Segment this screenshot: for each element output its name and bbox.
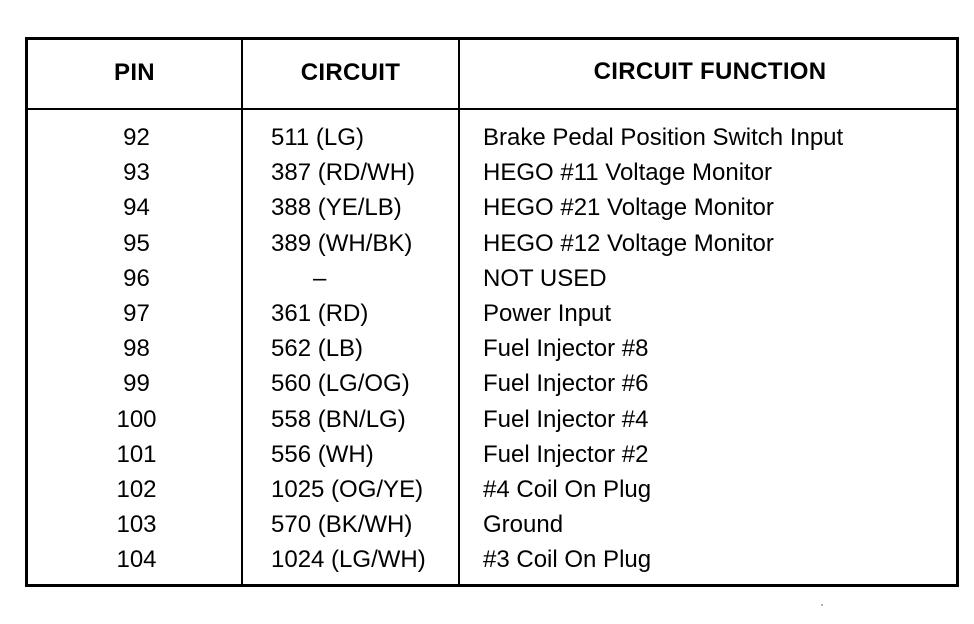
pin-cell: 93 <box>123 159 150 187</box>
table-row <box>28 475 956 510</box>
table-row <box>28 158 956 193</box>
circuit-cell: 389 (WH/BK) <box>271 229 413 257</box>
function-cell: HEGO #11 Voltage Monitor <box>483 159 773 187</box>
table-row <box>28 264 956 299</box>
table-row <box>28 510 956 545</box>
function-cell: Brake Pedal Position Switch Input <box>483 124 844 151</box>
table-row <box>28 229 956 264</box>
pin-cell: 100 <box>116 405 157 433</box>
header-circuit: CIRCUIT <box>300 59 401 86</box>
pin-cell: 95 <box>123 229 150 257</box>
circuit-cell: 1025 (OG/YE) <box>271 475 424 503</box>
circuit-cell: 387 (RD/WH) <box>271 159 416 187</box>
function-cell: #4 Coil On Plug <box>483 475 652 503</box>
table-row <box>28 193 956 228</box>
pin-table <box>25 37 959 587</box>
function-cell: Fuel Injector #8 <box>483 335 649 363</box>
circuit-cell: – <box>313 264 327 292</box>
table-row <box>28 299 956 334</box>
circuit-cell: 560 (LG/OG) <box>271 370 410 398</box>
header-divider <box>28 108 956 110</box>
function-cell: Fuel Injector #2 <box>483 440 649 468</box>
function-cell: HEGO #21 Voltage Monitor <box>483 194 774 222</box>
table-row <box>28 123 956 158</box>
pin-cell: 102 <box>116 475 157 503</box>
scan-speck <box>821 604 823 606</box>
circuit-cell: 1024 (LG/WH) <box>271 546 426 574</box>
table-row <box>28 334 956 369</box>
pin-cell: 96 <box>123 264 150 292</box>
circuit-cell: 388 (YE/LB) <box>271 194 402 222</box>
function-cell: HEGO #12 Voltage Monitor <box>483 229 774 257</box>
circuit-cell: 562 (LB) <box>271 335 364 363</box>
table-row <box>28 405 956 440</box>
header-pin: PIN <box>114 59 155 86</box>
circuit-cell: 570 (BK/WH) <box>271 511 413 539</box>
pin-cell: 92 <box>123 124 150 151</box>
pin-cell: 99 <box>123 370 150 398</box>
table-row <box>28 369 956 404</box>
function-cell: #3 Coil On Plug <box>483 546 652 574</box>
pin-cell: 97 <box>123 299 150 327</box>
table-row <box>28 545 956 580</box>
function-cell: Fuel Injector #4 <box>483 405 649 433</box>
pin-cell: 94 <box>123 194 150 222</box>
circuit-cell: 361 (RD) <box>271 299 369 327</box>
circuit-cell: 558 (BN/LG) <box>271 405 406 433</box>
header-circuit-function: CIRCUIT FUNCTION <box>593 58 827 85</box>
function-cell: Ground <box>483 511 564 539</box>
circuit-cell: 556 (WH) <box>271 440 374 468</box>
table-body <box>28 123 956 580</box>
table-row <box>28 440 956 475</box>
pin-cell: 104 <box>116 546 157 574</box>
function-cell: NOT USED <box>483 264 607 292</box>
circuit-cell: 511 (LG) <box>271 124 364 151</box>
function-cell: Power Input <box>483 299 612 327</box>
pin-cell: 103 <box>116 511 157 539</box>
pin-cell: 101 <box>116 440 157 468</box>
pin-cell: 98 <box>123 335 150 363</box>
function-cell: Fuel Injector #6 <box>483 370 649 398</box>
